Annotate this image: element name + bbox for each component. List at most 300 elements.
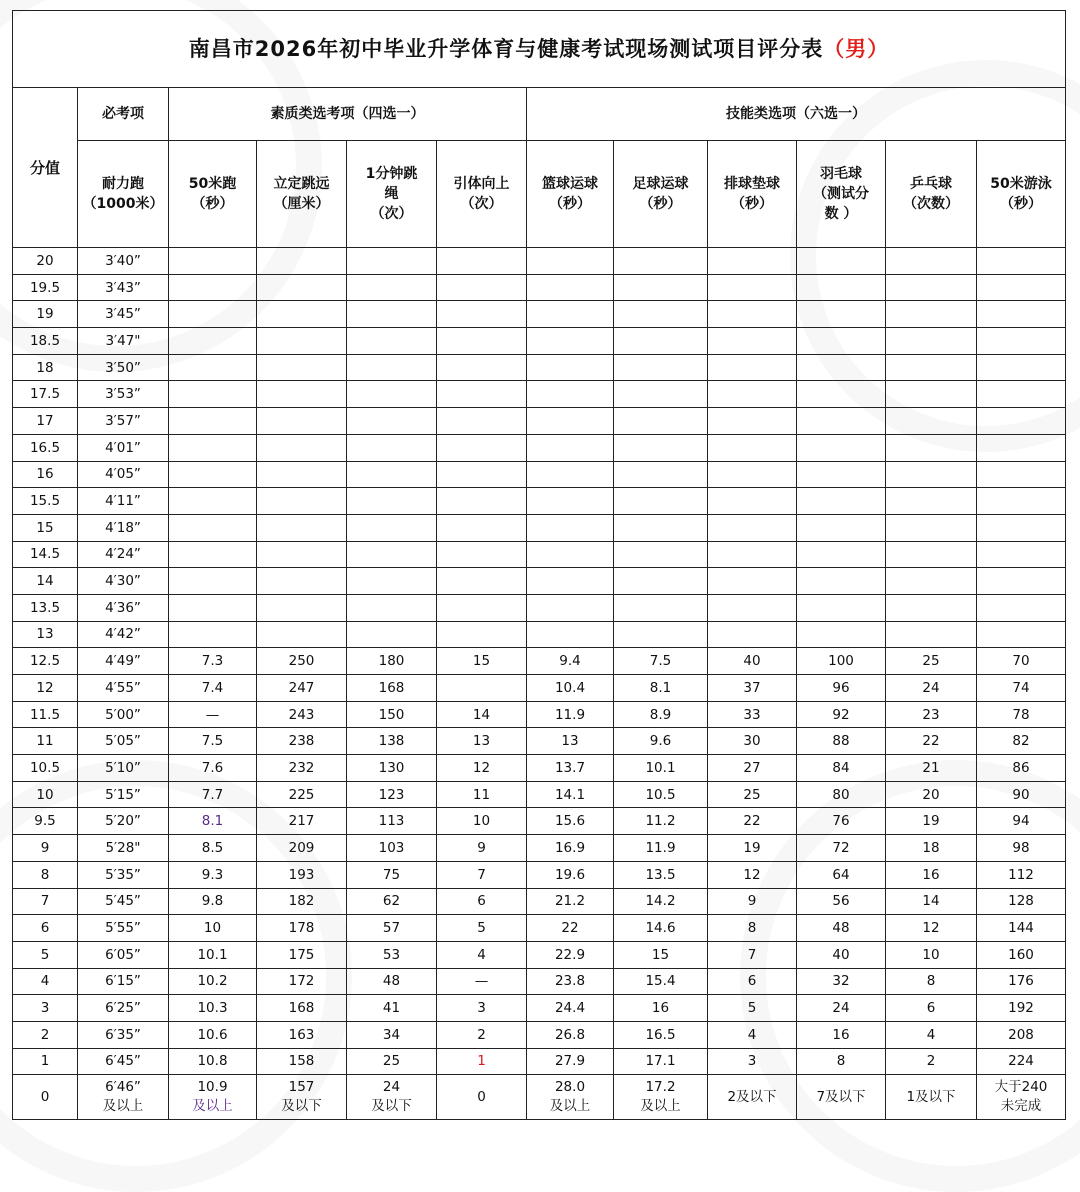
value-cell-football-dribble bbox=[614, 301, 708, 328]
value-cell-badminton: 8 bbox=[797, 1048, 886, 1075]
score-cell: 7 bbox=[13, 888, 78, 915]
value-cell-standing-long-jump bbox=[257, 248, 347, 275]
value-cell-endurance-run: 4′30” bbox=[78, 568, 169, 595]
value-cell-basketball-dribble: 24.4 bbox=[527, 995, 614, 1022]
value-cell-basketball-dribble: 14.1 bbox=[527, 781, 614, 808]
value-cell-volleyball-pass bbox=[708, 274, 797, 301]
value-cell-football-dribble: 8.1 bbox=[614, 675, 708, 702]
cell-line: 0 bbox=[40, 1088, 50, 1105]
value-cell-rope-skipping bbox=[347, 461, 437, 488]
value-cell-50m-run bbox=[169, 354, 257, 381]
value-cell-football-dribble: 16.5 bbox=[614, 1021, 708, 1048]
value-cell-50m-run: 9.3 bbox=[169, 861, 257, 888]
value-cell-endurance-run: 3′53” bbox=[78, 381, 169, 408]
value-cell-badminton bbox=[797, 381, 886, 408]
value-cell-standing-long-jump: 225 bbox=[257, 781, 347, 808]
value-cell-pull-up bbox=[437, 1075, 527, 1120]
value-cell-50m-run bbox=[169, 568, 257, 595]
value-cell-volleyball-pass: 4 bbox=[708, 1021, 797, 1048]
table-row bbox=[13, 1075, 1066, 1120]
value-cell-football-dribble: 13.5 bbox=[614, 861, 708, 888]
table-row bbox=[13, 755, 1066, 782]
table-row bbox=[13, 354, 1066, 381]
value-cell-rope-skipping: 150 bbox=[347, 701, 437, 728]
value-cell-table-tennis: 19 bbox=[886, 808, 977, 835]
value-cell-endurance-run: 3′57” bbox=[78, 408, 169, 435]
value-cell-endurance-run: 4′05” bbox=[78, 461, 169, 488]
value-cell-50m-run bbox=[169, 594, 257, 621]
value-cell-50m-swim: 78 bbox=[977, 701, 1066, 728]
value-cell-endurance-run: 4′49” bbox=[78, 648, 169, 675]
value-cell-endurance-run bbox=[78, 1075, 169, 1120]
value-cell-table-tennis bbox=[886, 408, 977, 435]
value-cell-standing-long-jump bbox=[257, 541, 347, 568]
value-cell-50m-run bbox=[169, 514, 257, 541]
value-cell-badminton bbox=[797, 568, 886, 595]
value-cell-table-tennis: 24 bbox=[886, 675, 977, 702]
table-row bbox=[13, 915, 1066, 942]
value-cell-rope-skipping: 25 bbox=[347, 1048, 437, 1075]
value-cell-basketball-dribble bbox=[527, 488, 614, 515]
value-cell-standing-long-jump: 172 bbox=[257, 968, 347, 995]
table-row bbox=[13, 941, 1066, 968]
value-cell-badminton: 80 bbox=[797, 781, 886, 808]
value-cell-50m-swim bbox=[977, 408, 1066, 435]
score-cell: 9.5 bbox=[13, 808, 78, 835]
value-cell-50m-swim bbox=[977, 594, 1066, 621]
value-cell-standing-long-jump bbox=[257, 1075, 347, 1120]
value-cell-50m-run bbox=[169, 621, 257, 648]
value-cell-50m-run bbox=[169, 434, 257, 461]
value-cell-table-tennis: 2 bbox=[886, 1048, 977, 1075]
value-cell-standing-long-jump: 178 bbox=[257, 915, 347, 942]
value-cell-table-tennis bbox=[886, 328, 977, 355]
score-cell: 14.5 bbox=[13, 541, 78, 568]
column-header-endurance-run bbox=[78, 141, 169, 248]
table-row bbox=[13, 461, 1066, 488]
column-header-line: （次数） bbox=[903, 196, 959, 212]
value-cell-50m-swim: 192 bbox=[977, 995, 1066, 1022]
value-cell-standing-long-jump: 247 bbox=[257, 675, 347, 702]
value-cell-volleyball-pass: 22 bbox=[708, 808, 797, 835]
value-cell-endurance-run: 3′40” bbox=[78, 248, 169, 275]
value-cell-badminton bbox=[797, 274, 886, 301]
value-cell-50m-swim bbox=[977, 568, 1066, 595]
score-cell: 16 bbox=[13, 461, 78, 488]
cell-line: 24 bbox=[382, 1079, 401, 1096]
value-cell-football-dribble bbox=[614, 1075, 708, 1120]
value-cell-rope-skipping bbox=[347, 328, 437, 355]
table-row bbox=[13, 781, 1066, 808]
table-row bbox=[13, 514, 1066, 541]
value-cell-standing-long-jump: 168 bbox=[257, 995, 347, 1022]
value-cell-pull-up bbox=[437, 621, 527, 648]
table-row bbox=[13, 648, 1066, 675]
value-cell-football-dribble bbox=[614, 248, 708, 275]
quality-group-header: 素质类选考项（四选一） bbox=[169, 88, 527, 141]
value-cell-badminton bbox=[797, 408, 886, 435]
value-cell-pull-up: 7 bbox=[437, 861, 527, 888]
value-cell-volleyball-pass bbox=[708, 461, 797, 488]
value-cell-badminton bbox=[797, 621, 886, 648]
value-cell-volleyball-pass: 19 bbox=[708, 835, 797, 862]
value-cell-rope-skipping: 103 bbox=[347, 835, 437, 862]
cell-line: 大于240 bbox=[994, 1079, 1048, 1096]
value-cell-rope-skipping: 41 bbox=[347, 995, 437, 1022]
value-cell-50m-swim: 94 bbox=[977, 808, 1066, 835]
value-cell-50m-run bbox=[169, 1075, 257, 1120]
value-cell-standing-long-jump: 250 bbox=[257, 648, 347, 675]
value-cell-50m-swim: 128 bbox=[977, 888, 1066, 915]
value-cell-rope-skipping: 180 bbox=[347, 648, 437, 675]
column-header-rope-skipping bbox=[347, 141, 437, 248]
value-cell-football-dribble: 10.1 bbox=[614, 755, 708, 782]
value-cell-endurance-run: 6′35” bbox=[78, 1021, 169, 1048]
table-row bbox=[13, 968, 1066, 995]
value-cell-50m-run bbox=[169, 488, 257, 515]
value-cell-pull-up: — bbox=[437, 968, 527, 995]
value-cell-pull-up bbox=[437, 328, 527, 355]
value-cell-football-dribble bbox=[614, 461, 708, 488]
value-cell-pull-up: 2 bbox=[437, 1021, 527, 1048]
value-cell-basketball-dribble: 13 bbox=[527, 728, 614, 755]
column-header-line: 50米游泳 bbox=[990, 176, 1052, 192]
table-row bbox=[13, 701, 1066, 728]
value-cell-table-tennis: 14 bbox=[886, 888, 977, 915]
value-cell-50m-run: 8.1 bbox=[169, 808, 257, 835]
value-cell-endurance-run: 3′45” bbox=[78, 301, 169, 328]
value-cell-pull-up: 13 bbox=[437, 728, 527, 755]
value-cell-basketball-dribble: 27.9 bbox=[527, 1048, 614, 1075]
column-header-line: （1000米） bbox=[82, 196, 164, 212]
value-cell-standing-long-jump bbox=[257, 514, 347, 541]
value-cell-endurance-run: 6′25” bbox=[78, 995, 169, 1022]
value-cell-standing-long-jump bbox=[257, 434, 347, 461]
value-cell-table-tennis: 8 bbox=[886, 968, 977, 995]
value-cell-table-tennis: 10 bbox=[886, 941, 977, 968]
cell-line: 28.0 bbox=[554, 1079, 586, 1096]
value-cell-badminton: 48 bbox=[797, 915, 886, 942]
value-cell-standing-long-jump bbox=[257, 408, 347, 435]
value-cell-volleyball-pass: 25 bbox=[708, 781, 797, 808]
value-cell-football-dribble bbox=[614, 594, 708, 621]
value-cell-pull-up bbox=[437, 461, 527, 488]
value-cell-standing-long-jump: 163 bbox=[257, 1021, 347, 1048]
value-cell-football-dribble bbox=[614, 621, 708, 648]
value-cell-table-tennis bbox=[886, 248, 977, 275]
value-cell-rope-skipping: 123 bbox=[347, 781, 437, 808]
value-cell-table-tennis bbox=[886, 274, 977, 301]
value-cell-table-tennis: 20 bbox=[886, 781, 977, 808]
value-cell-badminton: 88 bbox=[797, 728, 886, 755]
score-cell: 10 bbox=[13, 781, 78, 808]
column-header-50m-swim bbox=[977, 141, 1066, 248]
value-cell-volleyball-pass bbox=[708, 408, 797, 435]
value-cell-50m-run: 7.4 bbox=[169, 675, 257, 702]
value-cell-rope-skipping: 75 bbox=[347, 861, 437, 888]
value-cell-50m-run bbox=[169, 328, 257, 355]
value-cell-pull-up bbox=[437, 408, 527, 435]
value-cell-endurance-run: 5′20” bbox=[78, 808, 169, 835]
value-cell-badminton bbox=[797, 488, 886, 515]
value-cell-50m-swim bbox=[977, 488, 1066, 515]
value-cell-basketball-dribble bbox=[527, 328, 614, 355]
value-cell-endurance-run: 4′18” bbox=[78, 514, 169, 541]
value-cell-rope-skipping bbox=[347, 354, 437, 381]
value-cell-standing-long-jump bbox=[257, 568, 347, 595]
value-cell-pull-up bbox=[437, 568, 527, 595]
column-header-line: （秒） bbox=[639, 196, 682, 212]
value-cell-table-tennis: 6 bbox=[886, 995, 977, 1022]
value-cell-rope-skipping: 130 bbox=[347, 755, 437, 782]
value-cell-endurance-run: 4′11” bbox=[78, 488, 169, 515]
value-cell-basketball-dribble bbox=[527, 274, 614, 301]
value-cell-50m-run bbox=[169, 381, 257, 408]
value-cell-basketball-dribble bbox=[527, 354, 614, 381]
column-header-line: （秒） bbox=[191, 196, 234, 212]
value-cell-50m-swim bbox=[977, 248, 1066, 275]
value-cell-badminton: 84 bbox=[797, 755, 886, 782]
value-cell-table-tennis bbox=[886, 354, 977, 381]
cell-line: 17.2 bbox=[645, 1079, 676, 1096]
value-cell-50m-run: 10 bbox=[169, 915, 257, 942]
cell-line: 10.9 bbox=[197, 1079, 228, 1096]
value-cell-badminton: 40 bbox=[797, 941, 886, 968]
value-cell-rope-skipping bbox=[347, 274, 437, 301]
value-cell-football-dribble bbox=[614, 488, 708, 515]
value-cell-table-tennis bbox=[886, 381, 977, 408]
value-cell-table-tennis: 18 bbox=[886, 835, 977, 862]
column-header-line: 引体向上 bbox=[453, 176, 510, 192]
table-row bbox=[13, 568, 1066, 595]
value-cell-50m-run: 7.6 bbox=[169, 755, 257, 782]
value-cell-pull-up bbox=[437, 301, 527, 328]
score-cell: 17.5 bbox=[13, 381, 78, 408]
score-cell bbox=[13, 1075, 78, 1120]
table-row bbox=[13, 408, 1066, 435]
value-cell-rope-skipping: 62 bbox=[347, 888, 437, 915]
value-cell-football-dribble: 15.4 bbox=[614, 968, 708, 995]
scoring-table-sheet bbox=[12, 10, 1065, 1120]
value-cell-50m-run: 9.8 bbox=[169, 888, 257, 915]
value-cell-football-dribble bbox=[614, 514, 708, 541]
score-cell: 16.5 bbox=[13, 434, 78, 461]
value-cell-rope-skipping: 34 bbox=[347, 1021, 437, 1048]
skill-group-header: 技能类选项（六选一） bbox=[527, 88, 1066, 141]
value-cell-basketball-dribble: 16.9 bbox=[527, 835, 614, 862]
value-cell-50m-swim bbox=[977, 434, 1066, 461]
value-cell-pull-up bbox=[437, 594, 527, 621]
value-cell-table-tennis: 21 bbox=[886, 755, 977, 782]
value-cell-pull-up: 15 bbox=[437, 648, 527, 675]
cell-line: 及以上 bbox=[640, 1098, 681, 1115]
value-cell-basketball-dribble bbox=[527, 434, 614, 461]
value-cell-50m-swim: 144 bbox=[977, 915, 1066, 942]
value-cell-50m-run: 10.6 bbox=[169, 1021, 257, 1048]
value-cell-volleyball-pass bbox=[708, 541, 797, 568]
table-row bbox=[13, 381, 1066, 408]
value-cell-table-tennis: 23 bbox=[886, 701, 977, 728]
score-cell: 17 bbox=[13, 408, 78, 435]
value-cell-50m-swim: 176 bbox=[977, 968, 1066, 995]
value-cell-volleyball-pass bbox=[708, 514, 797, 541]
value-cell-volleyball-pass: 6 bbox=[708, 968, 797, 995]
value-cell-table-tennis bbox=[886, 594, 977, 621]
value-cell-pull-up bbox=[437, 381, 527, 408]
value-cell-50m-swim: 208 bbox=[977, 1021, 1066, 1048]
score-cell: 1 bbox=[13, 1048, 78, 1075]
value-cell-volleyball-pass: 9 bbox=[708, 888, 797, 915]
value-cell-endurance-run: 6′45” bbox=[78, 1048, 169, 1075]
value-cell-rope-skipping bbox=[347, 434, 437, 461]
value-cell-table-tennis bbox=[886, 621, 977, 648]
value-cell-50m-run bbox=[169, 274, 257, 301]
table-row bbox=[13, 995, 1066, 1022]
cell-line: 2及以下 bbox=[727, 1088, 777, 1105]
value-cell-50m-run bbox=[169, 461, 257, 488]
value-cell-rope-skipping bbox=[347, 248, 437, 275]
value-cell-endurance-run: 5′00” bbox=[78, 701, 169, 728]
cell-line: 及以下 bbox=[371, 1098, 412, 1115]
column-header-line: （厘米） bbox=[273, 196, 330, 212]
value-cell-50m-swim bbox=[977, 461, 1066, 488]
value-cell-rope-skipping: 48 bbox=[347, 968, 437, 995]
value-cell-pull-up bbox=[437, 434, 527, 461]
value-cell-table-tennis bbox=[886, 514, 977, 541]
score-cell: 19 bbox=[13, 301, 78, 328]
table-row bbox=[13, 434, 1066, 461]
column-header-badminton bbox=[797, 141, 886, 248]
score-cell: 18 bbox=[13, 354, 78, 381]
table-row bbox=[13, 621, 1066, 648]
value-cell-50m-run: 10.3 bbox=[169, 995, 257, 1022]
value-cell-50m-swim: 86 bbox=[977, 755, 1066, 782]
value-cell-badminton bbox=[797, 354, 886, 381]
value-cell-basketball-dribble: 26.8 bbox=[527, 1021, 614, 1048]
score-cell: 6 bbox=[13, 915, 78, 942]
value-cell-50m-swim bbox=[977, 328, 1066, 355]
value-cell-rope-skipping bbox=[347, 594, 437, 621]
value-cell-basketball-dribble bbox=[527, 1075, 614, 1120]
column-header-line: （测试分 bbox=[813, 186, 869, 202]
column-header-line: （秒） bbox=[1000, 196, 1042, 212]
value-cell-table-tennis: 22 bbox=[886, 728, 977, 755]
value-cell-endurance-run: 5′05” bbox=[78, 728, 169, 755]
value-cell-rope-skipping bbox=[347, 514, 437, 541]
value-cell-rope-skipping: 53 bbox=[347, 941, 437, 968]
value-cell-standing-long-jump: 238 bbox=[257, 728, 347, 755]
value-cell-50m-swim: 82 bbox=[977, 728, 1066, 755]
value-cell-table-tennis bbox=[886, 541, 977, 568]
value-cell-badminton bbox=[797, 514, 886, 541]
value-cell-basketball-dribble: 10.4 bbox=[527, 675, 614, 702]
value-cell-table-tennis: 25 bbox=[886, 648, 977, 675]
value-cell-standing-long-jump bbox=[257, 488, 347, 515]
table-row bbox=[13, 274, 1066, 301]
value-cell-football-dribble bbox=[614, 434, 708, 461]
table-row bbox=[13, 1021, 1066, 1048]
value-cell-50m-swim bbox=[977, 1075, 1066, 1120]
value-cell-badminton bbox=[797, 541, 886, 568]
value-cell-50m-swim bbox=[977, 354, 1066, 381]
value-cell-50m-swim: 224 bbox=[977, 1048, 1066, 1075]
value-cell-basketball-dribble: 19.6 bbox=[527, 861, 614, 888]
value-cell-endurance-run: 6′05” bbox=[78, 941, 169, 968]
value-cell-volleyball-pass bbox=[708, 301, 797, 328]
column-header-row bbox=[13, 141, 1066, 248]
column-header-line: 立定跳远 bbox=[273, 176, 330, 192]
value-cell-basketball-dribble: 22.9 bbox=[527, 941, 614, 968]
value-cell-standing-long-jump: 158 bbox=[257, 1048, 347, 1075]
value-cell-rope-skipping bbox=[347, 408, 437, 435]
value-cell-endurance-run: 5′15” bbox=[78, 781, 169, 808]
value-cell-football-dribble bbox=[614, 568, 708, 595]
value-cell-endurance-run: 5′28" bbox=[78, 835, 169, 862]
column-header-volleyball-pass bbox=[708, 141, 797, 248]
value-cell-basketball-dribble bbox=[527, 301, 614, 328]
value-cell-volleyball-pass bbox=[708, 381, 797, 408]
value-cell-basketball-dribble bbox=[527, 568, 614, 595]
value-cell-pull-up: 1 bbox=[437, 1048, 527, 1075]
table-row bbox=[13, 728, 1066, 755]
value-cell-basketball-dribble: 11.9 bbox=[527, 701, 614, 728]
value-cell-rope-skipping bbox=[347, 621, 437, 648]
value-cell-rope-skipping bbox=[347, 301, 437, 328]
value-cell-50m-swim bbox=[977, 514, 1066, 541]
score-header: 分值 bbox=[13, 88, 78, 248]
value-cell-50m-run: 7.7 bbox=[169, 781, 257, 808]
score-cell: 19.5 bbox=[13, 274, 78, 301]
value-cell-badminton bbox=[797, 461, 886, 488]
page-title bbox=[13, 11, 1066, 88]
value-cell-pull-up: 9 bbox=[437, 835, 527, 862]
value-cell-badminton: 96 bbox=[797, 675, 886, 702]
value-cell-endurance-run: 4′42” bbox=[78, 621, 169, 648]
column-header-line: （秒） bbox=[731, 196, 773, 212]
value-cell-basketball-dribble: 9.4 bbox=[527, 648, 614, 675]
value-cell-50m-swim bbox=[977, 274, 1066, 301]
value-cell-badminton bbox=[797, 1075, 886, 1120]
value-cell-pull-up: 11 bbox=[437, 781, 527, 808]
value-cell-rope-skipping bbox=[347, 568, 437, 595]
value-cell-volleyball-pass: 5 bbox=[708, 995, 797, 1022]
value-cell-volleyball-pass: 40 bbox=[708, 648, 797, 675]
value-cell-pull-up bbox=[437, 274, 527, 301]
value-cell-football-dribble: 11.9 bbox=[614, 835, 708, 862]
value-cell-standing-long-jump: 232 bbox=[257, 755, 347, 782]
value-cell-50m-swim bbox=[977, 381, 1066, 408]
value-cell-football-dribble: 11.2 bbox=[614, 808, 708, 835]
score-cell: 14 bbox=[13, 568, 78, 595]
score-cell: 20 bbox=[13, 248, 78, 275]
value-cell-pull-up: 4 bbox=[437, 941, 527, 968]
value-cell-50m-run bbox=[169, 248, 257, 275]
value-cell-basketball-dribble bbox=[527, 541, 614, 568]
value-cell-football-dribble: 15 bbox=[614, 941, 708, 968]
score-cell: 18.5 bbox=[13, 328, 78, 355]
value-cell-pull-up: 5 bbox=[437, 915, 527, 942]
column-header-line: 羽毛球 bbox=[820, 166, 862, 182]
value-cell-pull-up bbox=[437, 354, 527, 381]
column-header-pull-up bbox=[437, 141, 527, 248]
value-cell-volleyball-pass bbox=[708, 568, 797, 595]
cell-line: 及以上 bbox=[549, 1098, 591, 1115]
table-row bbox=[13, 888, 1066, 915]
scoring-table bbox=[12, 10, 1066, 1120]
value-cell-standing-long-jump: 182 bbox=[257, 888, 347, 915]
value-cell-pull-up bbox=[437, 248, 527, 275]
value-cell-50m-swim: 160 bbox=[977, 941, 1066, 968]
